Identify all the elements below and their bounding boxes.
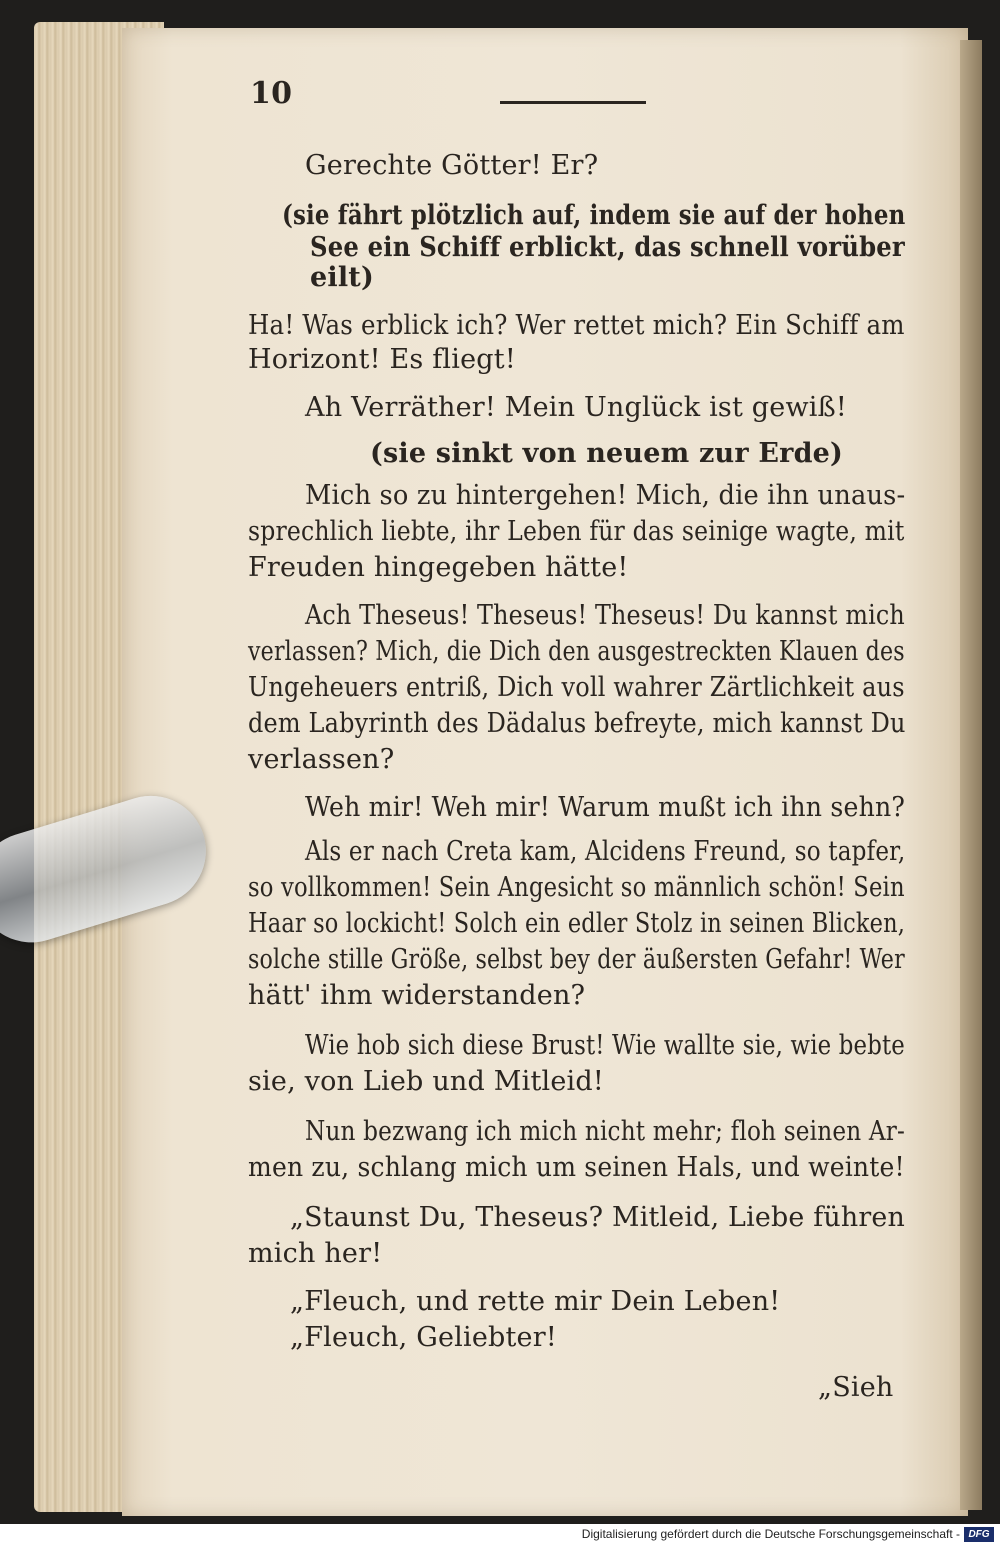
text-line: mich her! (248, 1238, 383, 1269)
footer-bar (0, 1524, 1000, 1546)
text-line: solche stille Größe, selbst bey der äußersten Gefahr! Wer (248, 944, 905, 975)
text-line: men zu, schlang mich um seinen Hals, und weinte! (248, 1152, 905, 1183)
text-line: Wie hob sich diese Brust! Wie wallte sie, wie bebte (305, 1030, 905, 1061)
page-number: 10 (250, 76, 293, 111)
text-line: sprechlich liebte, ihr Leben für das seinige wagte, mit (248, 516, 905, 547)
text-line: Ah Verräther! Mein Unglück ist gewiß! (305, 392, 847, 423)
text-line: Horizont! Es fliegt! (248, 344, 516, 375)
stage-direction-line: (sie fährt plötzlich auf, indem sie auf der hohen (282, 200, 906, 231)
text-line: sie, von Lieb und Mitleid! (248, 1066, 604, 1097)
text-line: Haar so lockicht! Solch ein edler Stolz in seinen Blicken, (248, 908, 906, 939)
text-line: Freuden hingegeben hätte! (248, 552, 629, 583)
text-line: Als er nach Creta kam, Alcidens Freund, so tapfer, (305, 836, 906, 867)
text-line: hätt' ihm widerstanden? (248, 980, 586, 1011)
stage-direction-line: See ein Schiff erblickt, das schnell vorüber (310, 232, 905, 263)
header-rule (500, 101, 646, 104)
text-line: Ach Theseus! Theseus! Theseus! Du kannst mich (305, 600, 905, 631)
catchword: „Sieh (818, 1372, 894, 1403)
stage-direction-line: (sie sinkt von neuem zur Erde) (370, 438, 844, 469)
text-line: verlassen? (248, 744, 395, 775)
text-line: dem Labyrinth des Dädalus befreyte, mich kannst Du (248, 708, 906, 739)
page-right-edge (960, 40, 982, 1510)
text-line: Ungeheuers entriß, Dich voll wahrer Zärtlichkeit aus (248, 672, 905, 703)
text-line: „Fleuch, und rette mir Dein Leben! (290, 1286, 781, 1317)
text-line: Mich so zu hintergehen! Mich, die ihn unaus- (305, 480, 906, 511)
text-line: Ha! Was erblick ich? Wer rettet mich? Ein Schiff am (248, 310, 905, 341)
text-line: verlassen? Mich, die Dich den ausgestreckten Klauen des (248, 636, 905, 667)
text-line: Gerechte Götter! Er? (305, 150, 599, 181)
text-line: „Fleuch, Geliebter! (290, 1322, 557, 1353)
text-line: Weh mir! Weh mir! Warum mußt ich ihn sehn? (305, 792, 906, 823)
text-line: Nun bezwang ich mich nicht mehr; floh seinen Ar- (305, 1116, 906, 1147)
text-line: „Staunst Du, Theseus? Mitleid, Liebe führen (290, 1202, 905, 1233)
dfg-logo-icon: DFG (964, 1527, 994, 1542)
stage-direction-line: eilt) (310, 262, 374, 293)
footer-credit: Digitalisierung gefördert durch die Deutsche Forschungsgemeinschaft - (581, 1527, 960, 1541)
text-line: so vollkommen! Sein Angesicht so männlich schön! Sein (248, 872, 905, 903)
